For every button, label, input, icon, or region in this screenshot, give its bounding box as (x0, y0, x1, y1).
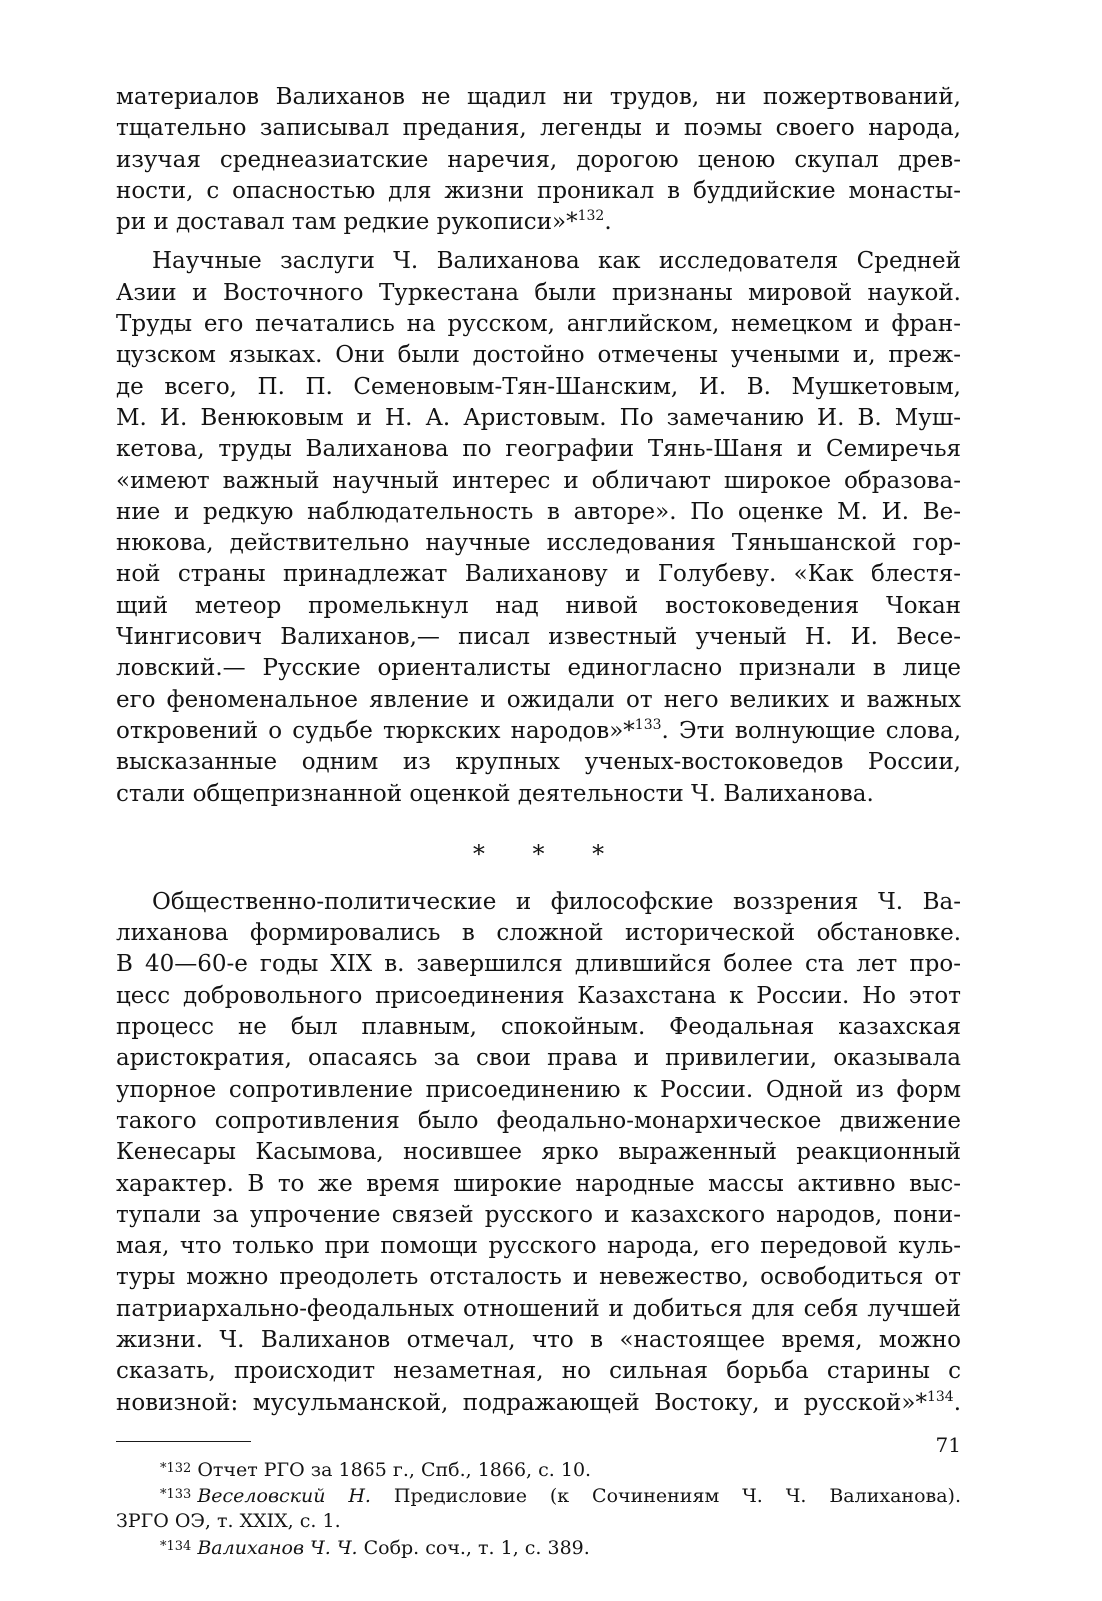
footnote-text: Собр. соч., т. 1, с. 389. (363, 1536, 590, 1559)
text-line: тупали за упрочение связей русского и казахского народов, пони- (116, 1201, 961, 1228)
text-line (116, 1388, 961, 1419)
footnote-text: Отчет РГО за 1865 г., Спб., 1866, с. 10. (197, 1458, 592, 1481)
paragraph-2 (116, 246, 961, 809)
footnote-ref[interactable]: 133 (634, 716, 662, 733)
text-line: мая, что только при помощи русского народа, его передовой куль- (116, 1233, 961, 1260)
paragraph-1 (116, 82, 961, 238)
text-line: его феноменальное явление и ожидали от него великих и важных (116, 686, 961, 713)
text-fragment: откровений о судьбе тюркских народов»* (116, 717, 635, 744)
text-line: жизни. Ч. Валиханов отмечал, что в «настоящее время, можно (116, 1326, 961, 1353)
text-line: Азии и Восточного Туркестана были признаны мировой наукой. (116, 279, 961, 306)
text-line: ловский.— Русские ориенталисты единогласно признали в лице (116, 655, 961, 682)
footnote-continuation: ЗРГО ОЭ, т. XXIX, с. 1. (116, 1509, 341, 1532)
text-line: ние и редкую наблюдательность в авторе». По оценке М. И. Ве- (116, 498, 961, 525)
text-line: аристократия, опасаясь за свои права и привилегии, оказывала (116, 1045, 961, 1072)
text-line: упорное сопротивление присоединению к России. Одной из форм (116, 1076, 961, 1103)
text-line (116, 716, 961, 747)
footnote-item (116, 1456, 961, 1482)
footnote-text: Предисловие (к Сочинениям Ч. Ч. Валиханова). (393, 1484, 961, 1507)
footnote-item (116, 1482, 961, 1508)
text-line: лиханова формировались в сложной исторической обстановке. (116, 920, 961, 947)
footnote-author: Валиханов Ч. Ч. (197, 1536, 358, 1559)
text-line: Труды его печатались на русском, английском, немецком и фран- (116, 311, 961, 338)
text-line: патриархально-феодальных отношений и добиться для себя лучшей (116, 1295, 961, 1322)
text-line: Общественно-политические и философские воззрения Ч. Ва- (152, 888, 961, 915)
footnote-divider (116, 1441, 251, 1442)
text-line: Кенесары Касымова, носившее ярко выраженный реакционный (116, 1139, 961, 1166)
text-line: процесс не был плавным, спокойным. Феодальная казахская (116, 1014, 961, 1041)
text-line: Научные заслуги Ч. Валиханова как исследователя Средней (152, 248, 961, 275)
footnote-mark: *132 (160, 1460, 192, 1476)
text-line: щий метеор промелькнул над нивой востоковедения Чокан (116, 592, 961, 619)
text-fragment: . (604, 209, 612, 236)
text-line: ной страны принадлежат Валиханову и Голубеву. «Как блестя- (116, 561, 961, 588)
text-line: стали общепризнанной оценкой деятельности Ч. Валиханова. (116, 780, 874, 807)
footnote-item (116, 1534, 961, 1560)
text-line: характер. В то же время широкие народные массы активно выс- (116, 1170, 961, 1197)
text-line: цузском языках. Они были достойно отмечены учеными и, преж- (116, 342, 961, 369)
text-fragment: новизной: мусульманской, подражающей Востоку, и русской»* (116, 1389, 927, 1416)
page-number: 71 (935, 1433, 961, 1457)
section-separator: * * * (472, 839, 625, 868)
text-line: цесс добровольного присоединения Казахстана к России. Но этот (116, 982, 961, 1009)
footnote-author: Веселовский Н. (197, 1484, 371, 1507)
paragraph-3 (116, 887, 961, 1419)
paragraph-gap (116, 238, 961, 246)
text-fragment: ри и доставал там редкие рукописи»* (116, 209, 578, 236)
footnote-ref[interactable]: 134 (926, 1388, 954, 1405)
text-line: В 40—60-е годы XIX в. завершился длившийся более ста лет про- (116, 951, 961, 978)
footnote-mark: *133 (160, 1486, 192, 1502)
text-fragment: . Эти волнующие слова, (661, 717, 962, 744)
text-line: материалов Валиханов не щадил ни трудов, ни пожертвований, (116, 84, 961, 110)
text-line: тщательно записывал предания, легенды и поэмы своего народа, (116, 115, 961, 142)
footnote-mark: *134 (160, 1538, 192, 1554)
text-line: «имеют важный научный интерес и обличают широкое образова- (116, 467, 961, 494)
page-body (116, 82, 961, 1560)
text-line: кетова, труды Валиханова по географии Тянь-Шаня и Семиречья (116, 436, 961, 463)
text-line: высказанные одним из крупных ученых-востоковедов России, (116, 749, 961, 776)
text-line: ности, с опасностью для жизни проникал в буддийские монасты- (116, 177, 961, 204)
footnote-ref[interactable]: 132 (577, 208, 605, 225)
text-line: М. И. Венюковым и Н. А. Аристовым. По замечанию И. В. Муш- (116, 404, 961, 431)
text-line: Чингисович Валиханов,— писал известный ученый Н. И. Весе- (116, 624, 961, 651)
text-line: де всего, П. П. Семеновым-Тян-Шанским, И. В. Мушкетовым, (116, 373, 961, 400)
text-line: такого сопротивления было феодально-монархическое движение (116, 1107, 961, 1134)
text-line (116, 207, 961, 238)
text-line: изучая среднеазиатские наречия, дорогою ценою скупал древ- (116, 146, 961, 173)
text-line: туры можно преодолеть отсталость и невежество, освободиться от (116, 1264, 961, 1291)
text-fragment: . (953, 1389, 961, 1416)
text-line: сказать, происходит незаметная, но сильная борьба старины с (116, 1358, 961, 1385)
footnotes (116, 1456, 961, 1560)
text-line: нюкова, действительно научные исследования Тяньшанской гор- (116, 530, 961, 557)
